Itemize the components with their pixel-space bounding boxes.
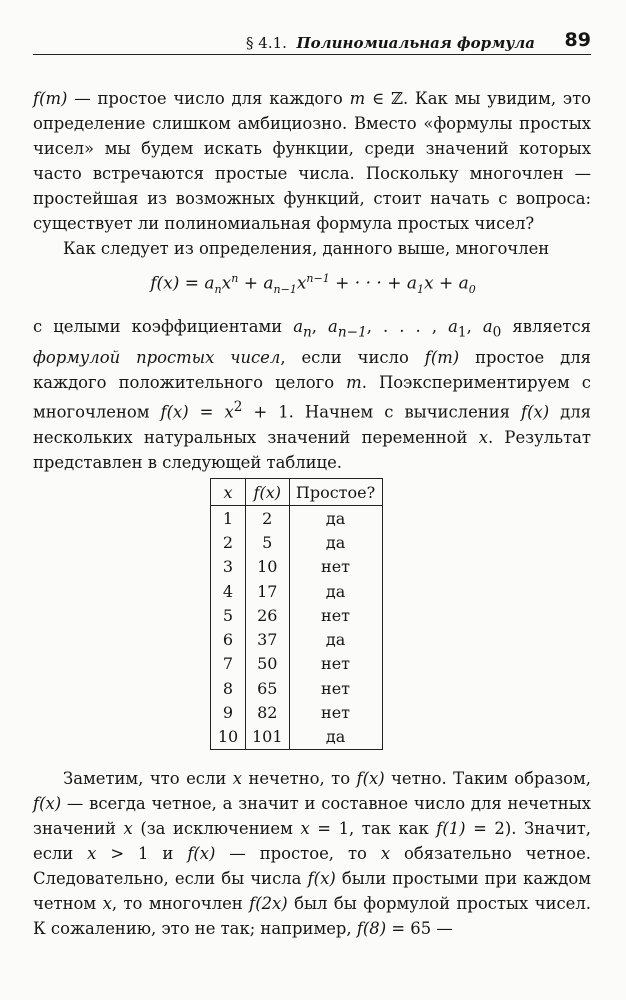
table-cell: 65: [246, 676, 290, 700]
table-cell: 5: [246, 530, 290, 554]
text: для нескольких натуральных значений переменной: [33, 402, 591, 447]
math: f(x): [33, 794, 62, 813]
table-row: [211, 603, 383, 627]
paragraph-4: [33, 766, 591, 941]
table-row: [211, 725, 383, 750]
text: (за исключением: [132, 819, 301, 838]
text: , если число: [280, 348, 425, 368]
text: с целыми коэффициентами: [33, 317, 294, 336]
polynomial-formula: [0, 272, 626, 296]
table-cell: да: [289, 725, 382, 750]
formula-part: f(x) = a: [150, 273, 215, 294]
values-table: [210, 478, 383, 750]
paragraph-2: Как следует из определения, данного выше, многочлен: [63, 239, 550, 258]
page-number: 89: [564, 29, 591, 51]
text: — простое, то: [215, 844, 381, 863]
math: x: [300, 819, 310, 838]
math-sub: 1: [457, 324, 467, 341]
math: f(x): [356, 769, 385, 788]
table-cell: 37: [246, 627, 290, 651]
table-cell: 5: [211, 603, 246, 627]
text: = 2). Значит, если: [33, 819, 591, 863]
text: ∈ ℤ. Как мы увидим, это определение слишком амбициозно. Вместо «формулы простых чисел» мы будем искать функции, среди значений которых часто встречаются простые числа. Поскольку многочлен — простейшая из возможных функций, стоит начать с вопроса: существует ли полиномиальная формула простых чисел?: [33, 89, 592, 233]
table-row: [211, 555, 383, 579]
text: — всегда четное, а значит и составное число для нечетных значений: [33, 794, 591, 838]
table-cell: да: [289, 530, 382, 554]
table-row: [211, 579, 383, 603]
text: , то многочлен: [111, 894, 250, 913]
table-header-row: [211, 479, 383, 506]
table-row: [211, 627, 383, 651]
math: m: [346, 373, 362, 393]
formula-sup: n−1: [306, 272, 330, 285]
text: четно. Таким образом,: [384, 769, 591, 788]
formula-sup: n: [231, 272, 239, 285]
table-cell: 1: [211, 506, 246, 531]
formula-sub: n: [214, 283, 222, 297]
math: a: [448, 317, 458, 336]
table-cell: нет: [289, 555, 382, 579]
table-cell: 101: [246, 725, 290, 750]
table-cell: нет: [289, 700, 382, 724]
table-cell: нет: [289, 676, 382, 700]
text: , . . . ,: [366, 317, 449, 336]
col-header: Простое?: [289, 479, 382, 506]
text: обязательно четное. Следовательно, если бы числа: [33, 844, 591, 888]
math: f(1): [436, 819, 466, 838]
section-title: [246, 34, 535, 52]
text: был бы формулой простых чисел. К сожалению, это не так; например,: [33, 894, 591, 938]
running-header: [33, 28, 591, 55]
table-cell: 7: [211, 652, 246, 676]
math: x: [232, 769, 242, 788]
table-cell: 17: [246, 579, 290, 603]
table-cell: 50: [246, 652, 290, 676]
math: f(8): [356, 919, 387, 938]
paragraph-3: [33, 314, 591, 475]
table-cell: 2: [246, 506, 290, 531]
table-cell: 82: [246, 700, 290, 724]
math-sub: 0: [492, 324, 502, 341]
table-cell: 2: [211, 530, 246, 554]
math: + 1: [242, 402, 289, 422]
math: a: [328, 317, 338, 336]
table-row: [211, 700, 383, 724]
table-cell: да: [289, 627, 382, 651]
math: f(m): [424, 348, 460, 368]
math: m: [349, 89, 366, 108]
text: > 1 и: [96, 844, 188, 863]
formula-part: x: [296, 273, 307, 294]
table-cell: 10: [211, 725, 246, 750]
formula-part: x + a: [424, 273, 469, 294]
table-cell: нет: [289, 652, 382, 676]
table-cell: 8: [211, 676, 246, 700]
text: = 65 —: [386, 919, 453, 938]
math: f(x): [521, 402, 550, 422]
text: были простыми при каждом четном: [33, 869, 591, 913]
paragraph-1: [33, 86, 591, 236]
table-row: [211, 530, 383, 554]
text: . Начнем с вычисления: [288, 402, 521, 422]
formula-part: x: [221, 273, 232, 294]
math: x: [102, 894, 112, 913]
text: ,: [311, 317, 329, 336]
text: является: [501, 317, 591, 336]
text: ,: [466, 317, 483, 336]
text: — простое число для каждого: [67, 89, 350, 108]
text: простое для каждого положительного целого: [33, 348, 591, 393]
text: = 1, так как: [309, 819, 437, 838]
text: нечетно, то: [241, 769, 357, 788]
col-header: f(x): [246, 479, 290, 506]
text: . Поэкспериментируем с многочленом: [33, 373, 591, 422]
col-header: x: [211, 479, 246, 506]
section-name: Полиномиальная формула: [296, 34, 535, 52]
text: Заметим, что если: [63, 769, 233, 788]
formula-part: + a: [238, 273, 274, 294]
table-cell: 3: [211, 555, 246, 579]
table-row: [211, 506, 383, 531]
formula-sub: 0: [468, 283, 476, 297]
formula-sub: n−1: [273, 283, 297, 297]
math: a: [482, 317, 493, 336]
table-row: [211, 676, 383, 700]
math: x: [478, 427, 488, 447]
math: f(x): [307, 869, 336, 888]
table-cell: да: [289, 579, 382, 603]
table-cell: да: [289, 506, 382, 531]
table-cell: 4: [211, 579, 246, 603]
text: . Результат представлен в следующей таблице.: [33, 427, 591, 472]
math: f(2x): [249, 894, 288, 913]
table-cell: 6: [211, 627, 246, 651]
math: x: [123, 819, 133, 838]
formula-sub: 1: [417, 283, 424, 297]
table-row: [211, 652, 383, 676]
table-cell: 9: [211, 700, 246, 724]
formula-part: + · · · + a: [329, 273, 417, 294]
math: f(x) = x: [160, 402, 234, 422]
math: f(m): [33, 89, 68, 108]
table-cell: нет: [289, 603, 382, 627]
math: f(x): [187, 844, 216, 863]
math-sup: 2: [233, 399, 243, 416]
term-emphasis: формулой простых чисел: [33, 348, 281, 368]
table-cell: 10: [246, 555, 290, 579]
math-sub: n−1: [337, 324, 367, 341]
math-sub: n: [302, 324, 312, 341]
math: x: [380, 844, 391, 863]
math: x: [87, 844, 97, 863]
section-number: § 4.1.: [246, 34, 287, 52]
math: a: [293, 317, 303, 336]
table-cell: 26: [246, 603, 290, 627]
